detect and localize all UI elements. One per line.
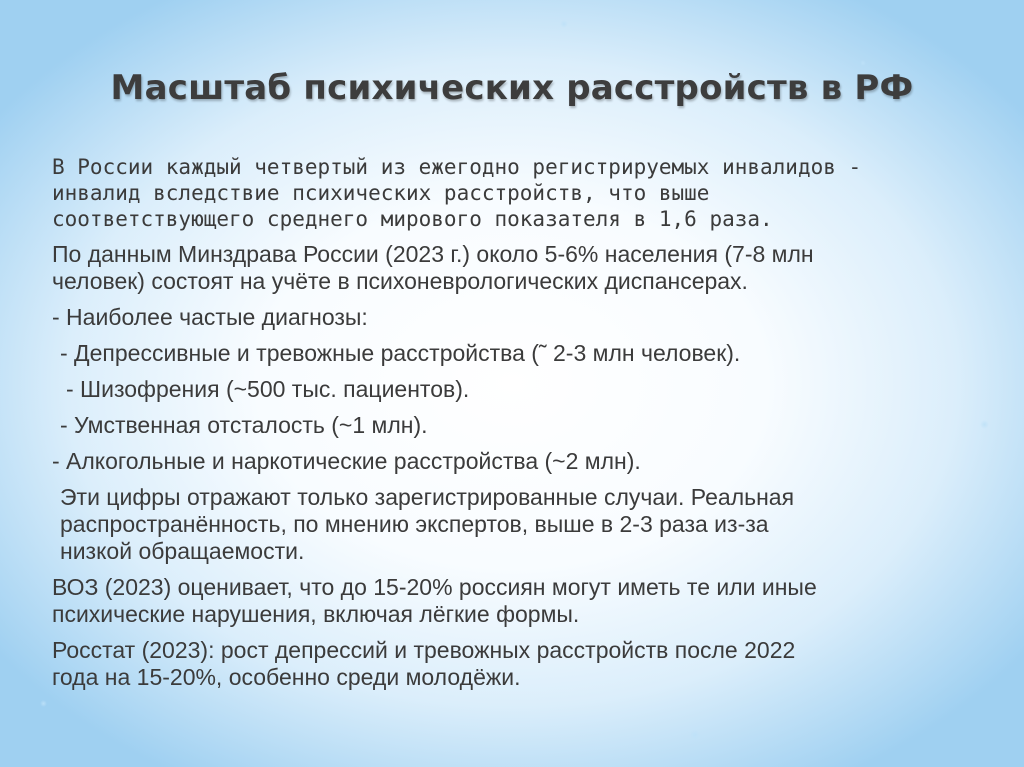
slide-body xyxy=(52,154,982,700)
paragraph-rosstat: Росстат (2023): рост депрессий и тревожных расстройств после 2022 года на 15-20%, особенно среди молодёжи. xyxy=(52,637,796,690)
background-sparkle xyxy=(860,60,866,66)
paragraph-ministry-data: По данным Минздрава России (2023 г.) около 5-6% населения (7-8 млн человек) состоят на учёте в психоневрологических диспансерах. xyxy=(52,241,814,294)
background-sparkle xyxy=(40,700,47,707)
list-item-schizophrenia: - Шизофрения (~500 тыс. пациентов). xyxy=(66,376,470,402)
background-sparkle xyxy=(560,20,568,28)
list-item-substance-disorders: - Алкогольные и наркотические расстройства (~2 млн). xyxy=(52,448,641,474)
background-sparkle xyxy=(690,730,700,740)
paragraph-who-estimate: ВОЗ (2023) оценивает, что до 15-20% россиян могут иметь те или иные психические нарушения, включая лёгкие формы. xyxy=(52,574,817,627)
paragraph-disability-share: В России каждый четвертый из ежегодно регистрируемых инвалидов - инвалид вследствие психических расстройств, что выше соответствующего среднего мирового показателя в 1,6 раза. xyxy=(52,155,862,231)
paragraph-registered-cases: Эти цифры отражают только зарегистрированные случаи. Реальная распространённость, по мнению экспертов, выше в 2-3 раза из-за низкой обращаемости. xyxy=(60,484,795,564)
slide-title: Масштаб психических расстройств в РФ xyxy=(110,68,914,108)
list-item-intellectual-disability: - Умственная отсталость (~1 млн). xyxy=(60,412,428,438)
diagnoses-heading: - Наиболее частые диагнозы: xyxy=(52,304,368,330)
list-item-depression: - Депрессивные и тревожные расстройства (˜ 2-3 млн человек). xyxy=(60,340,741,366)
